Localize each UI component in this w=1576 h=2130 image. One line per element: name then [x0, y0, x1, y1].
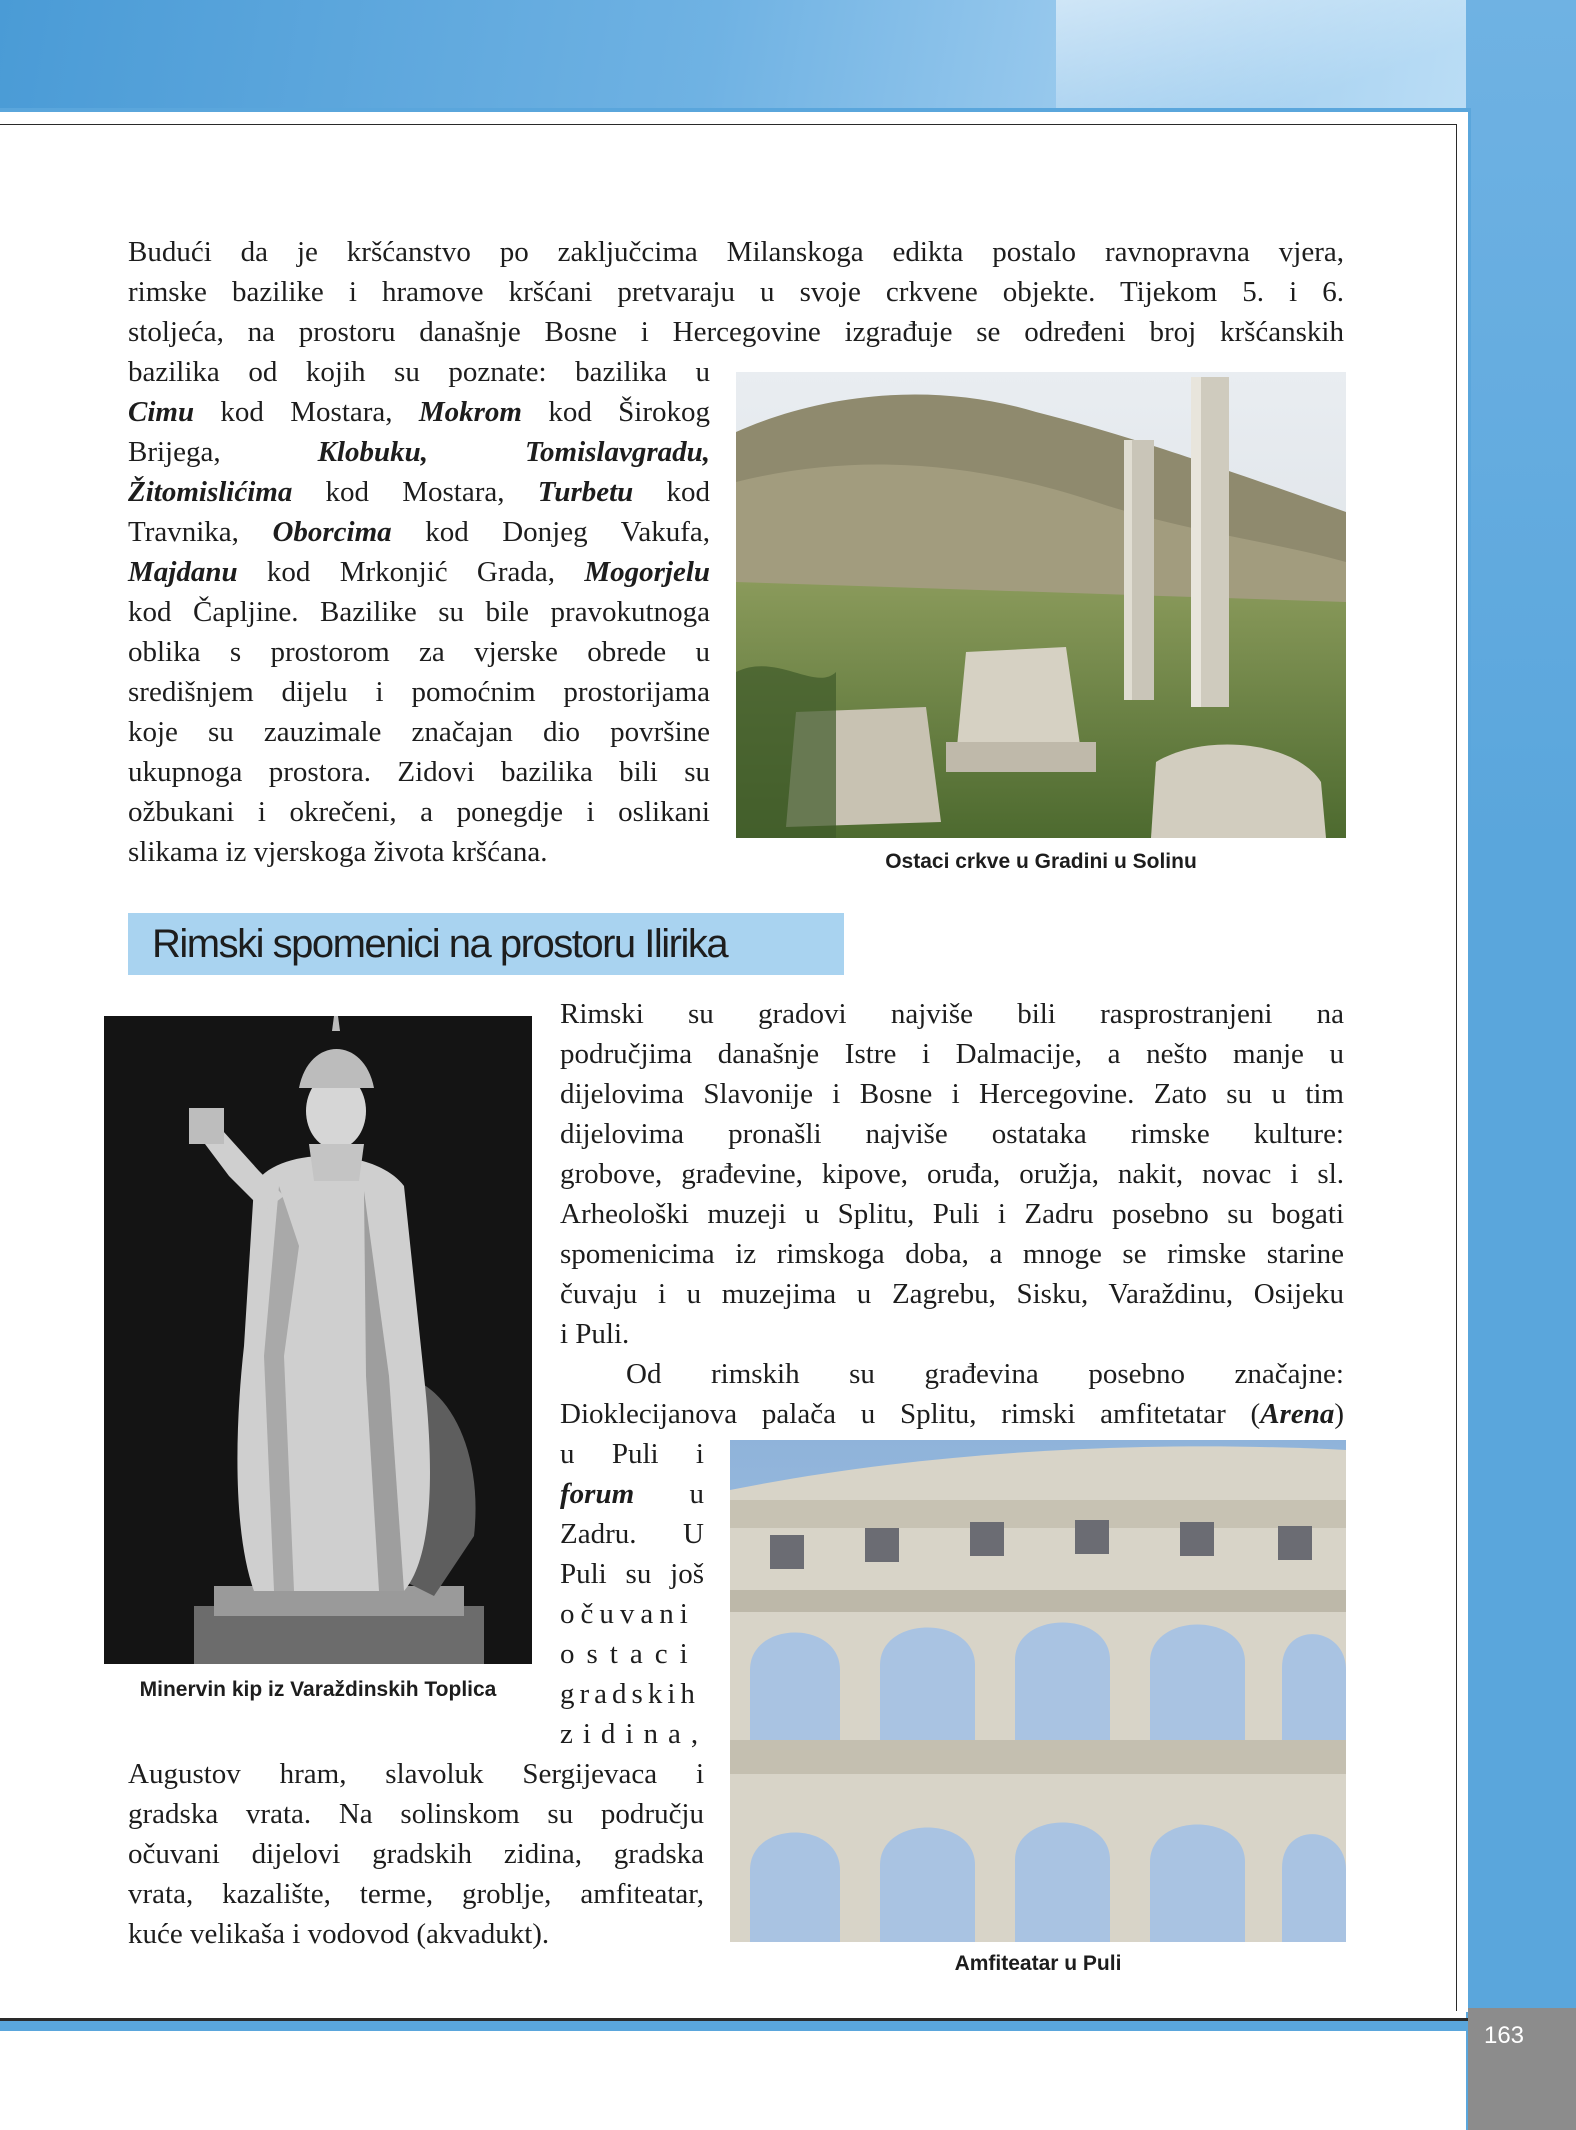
text-line: Puli su još [560, 1558, 704, 1590]
statue-caption: Minervin kip iz Varaždinskih Toplica [139, 1678, 497, 1701]
text-span: kod Širokog [522, 396, 710, 428]
statue-illustration [104, 1016, 532, 1664]
text-line: vrata, kazalište, terme, groblje, amfiteatar, [128, 1878, 704, 1910]
roman-towns-paragraph [560, 994, 1344, 1354]
arena-illustration [730, 1440, 1346, 1942]
text-line: slikama iz vjerskoga života kršćana. [128, 836, 548, 868]
text-line: ostaci [560, 1638, 700, 1670]
text-line: i Puli. [560, 1318, 630, 1350]
text-line: ukupnoga prostora. Zidovi bazilika bili su [128, 756, 710, 788]
place-name: Mogorjelu [584, 556, 710, 588]
text-line: očuvani [560, 1598, 694, 1630]
text-line: Zadru. U [560, 1518, 704, 1550]
text-span: Brijega, [128, 436, 318, 468]
text-line: Rimski su gradovi najviše bili rasprostranjeni na [560, 998, 1344, 1030]
roman-buildings-paragraph-bottom [128, 1754, 704, 1954]
text-line [128, 392, 710, 432]
minerva-statue-photo [104, 1016, 532, 1664]
text-span: Travnika, [128, 516, 273, 548]
ruins-illustration [736, 372, 1346, 838]
text-line: gradska vrata. Na solinskom su području [128, 1798, 704, 1830]
text-line [128, 512, 710, 552]
intro-paragraph [128, 232, 1344, 352]
section-heading: Rimski spomenici na prostoru Ilirika [152, 922, 728, 966]
text-line: zidina, [560, 1718, 709, 1750]
text-line: spomenicima iz rimskoga doba, a mnoge se rimske starine [560, 1238, 1344, 1270]
text-line [128, 552, 710, 592]
roman-buildings-narrow-column [560, 1434, 709, 1754]
text-line: očuvani dijelovi gradskih zidina, gradska [128, 1838, 704, 1870]
text-line: kod Čapljine. Bazilike su bile pravokutnoga [128, 596, 710, 628]
text-line: bazilika od kojih su poznate: bazilika u [128, 356, 710, 388]
text-line: gradskih [560, 1678, 700, 1710]
text-line: stoljeća, na prostoru današnje Bosne i Hercegovine izgrađuje se određeni broj kršćanskih [128, 316, 1344, 348]
arena-caption: Amfiteatar u Puli [954, 1952, 1122, 1975]
text-span: kod Mostara, [292, 476, 538, 508]
text-line: područjima današnje Istre i Dalmacije, a nešto manje u [560, 1038, 1344, 1070]
text-span: u [634, 1478, 704, 1510]
text-line: rimske bazilike i hramove kršćani pretvaraju u svoje crkvene objekte. Tijekom 5. i 6. [128, 276, 1344, 308]
church-ruins-photo [736, 372, 1346, 838]
text-span: Dioklecijanova palača u Splitu, rimski amfitetatar ( [560, 1398, 1261, 1430]
page-number: 163 [1483, 2022, 1525, 2049]
text-line: čuvaju i u muzejima u Zagrebu, Sisku, Varaždinu, Osijeku [560, 1278, 1344, 1310]
text-line: u Puli i [560, 1438, 704, 1470]
basilica-paragraph [128, 352, 710, 872]
text-span: kod Mrkonjić Grada, [237, 556, 585, 588]
text-span: kod Donjeg Vakufa, [391, 516, 710, 548]
pula-arena-photo [730, 1440, 1346, 1942]
roman-buildings-paragraph-top [560, 1354, 1344, 1434]
place-name: forum [560, 1478, 635, 1510]
place-name: Klobuku, [317, 436, 525, 468]
place-name: Majdanu [128, 556, 238, 588]
text-line: Budući da je kršćanstvo po zaključcima Milanskoga edikta postalo ravnopravna vjera, [128, 236, 1344, 268]
place-name: Tomislavgradu, [524, 436, 710, 468]
place-name: Mokrom [418, 396, 522, 428]
text-line: Arheološki muzeji u Splitu, Puli i Zadru posebno su bogati [560, 1198, 1344, 1230]
right-decorative-band [1466, 0, 1576, 2130]
text-span: kod [633, 476, 711, 508]
text-line: koje su zauzimale značajan dio površine [128, 716, 710, 748]
text-line [560, 1394, 1344, 1434]
place-name: Oborcima [272, 516, 392, 548]
text-line: središnjem dijelu i pomoćnim prostorijama [128, 676, 710, 708]
place-name: Arena [1260, 1398, 1335, 1430]
place-name: Turbetu [537, 476, 634, 508]
text-span: kod Mostara, [194, 396, 419, 428]
text-span: Od rimskih su građevina posebno značajne: [626, 1358, 1344, 1390]
text-line [128, 472, 710, 512]
text-line: kuće velikaša i vodovod (akvadukt). [128, 1918, 550, 1950]
text-line: ožbukani i okrečeni, a ponegdje i oslikani [128, 796, 710, 828]
text-line [560, 1474, 704, 1514]
place-name: Cimu [128, 396, 195, 428]
text-line: dijelovima pronašli najviše ostataka rimske kulture: [560, 1118, 1344, 1150]
bottom-band [0, 2021, 1468, 2031]
ruins-caption: Ostaci crkve u Gradini u Solinu [885, 850, 1197, 873]
text-line [560, 1354, 1344, 1394]
text-line: oblika s prostorom za vjerske obrede u [128, 636, 710, 668]
text-line [128, 432, 710, 472]
place-name: Žitomislićima [128, 476, 293, 508]
text-line: Augustov hram, slavoluk Sergijevaca i [128, 1758, 704, 1790]
text-line: grobove, građevine, kipove, oruđa, oružja, nakit, novac i sl. [560, 1158, 1344, 1190]
text-line: dijelovima Slavonije i Bosne i Hercegovine. Zato su u tim [560, 1078, 1344, 1110]
text-span: ) [1334, 1398, 1344, 1430]
